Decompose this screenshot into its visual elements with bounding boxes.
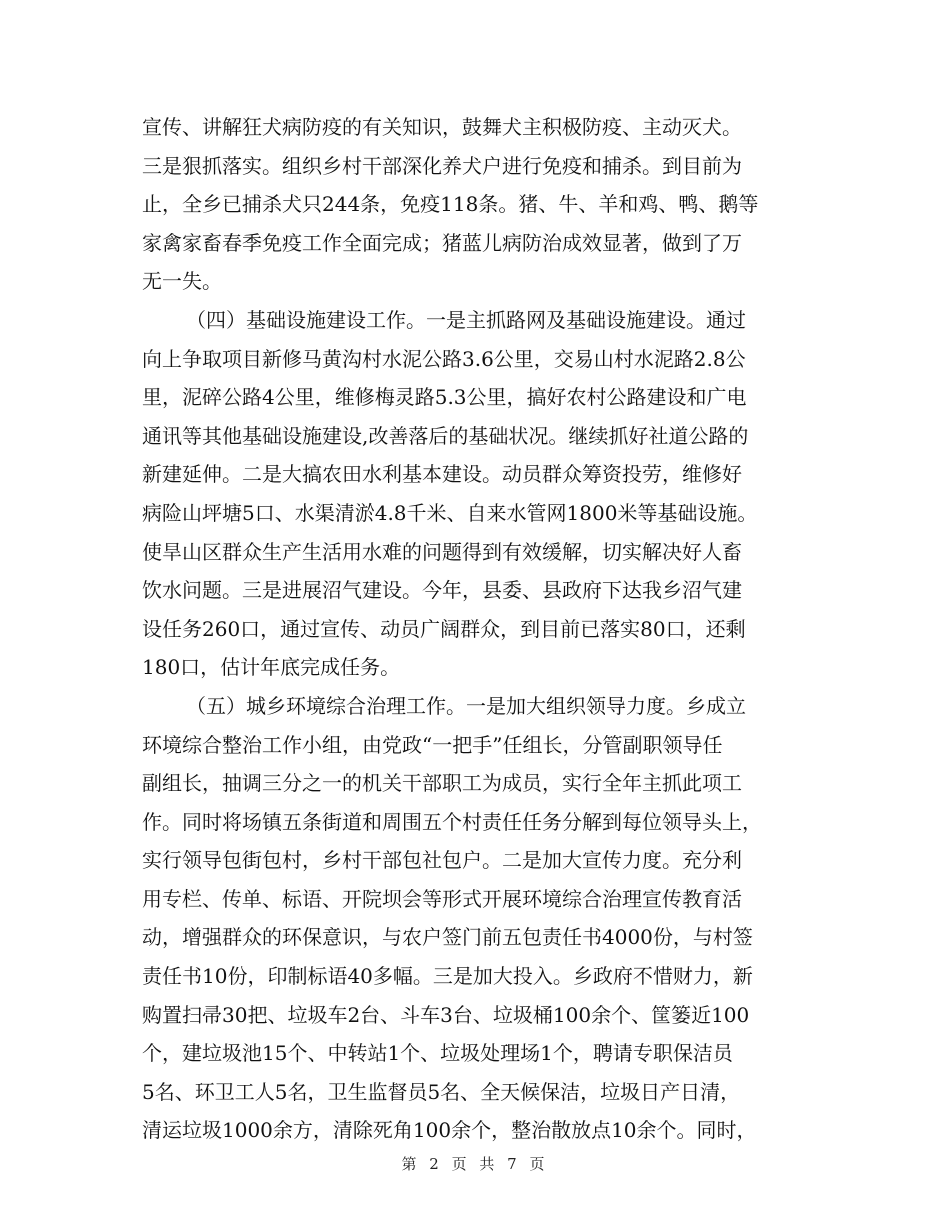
text-line: 个，建垃圾池15个、中转站1个、垃圾处理场1个，聘请专职保洁员 [142,1041,733,1066]
text-line: 三是狠抓落实。组织乡村干部深化养犬户进行免疫和捕杀。到目前为 [142,153,742,178]
section-heading-line: （五）城乡环境综合治理工作。一是加大组织领导力度。乡成立 [186,693,746,718]
text-line: 里，泥碎公路4公里，维修梅灵路5.3公里，搞好农村公路建设和广电 [142,385,747,410]
text-line: 购置扫帚30把、垃圾车2台、斗车3台、垃圾桶100余个、筐篓近100 [142,1002,750,1027]
text-line: 副组长，抽调三分之一的机关干部职工为成员，实行全年主抓此项工 [142,771,742,796]
text-line: 无一失。 [142,269,222,294]
text-line: 饮水问题。三是进展沼气建设。今年，县委、县政府下达我乡沼气建 [142,578,742,603]
body-text [142,108,812,1150]
text-line: 实行领导包街包村，乡村干部包社包户。二是加大宣传力度。充分利 [142,848,742,873]
text-line: 止，全乡已捕杀犬只244条，免疫118条。猪、牛、羊和鸡、鸭、鹅等 [142,192,759,217]
text-line: 作。同时将场镇五条街道和周围五个村责任任务分解到每位领导头上， [142,809,762,834]
text-line: 病险山坪塘5口、水渠清淤4.8千米、自来水管网1800米等基础设施。 [142,500,758,525]
text-line: 家禽家畜春季免疫工作全面完成；猪蓝儿病防治成效显著，做到了万 [142,230,742,255]
text-line: 用专栏、传单、标语、开院坝会等形式开展环境综合治理宣传教育活 [142,886,742,911]
text-line: 5名、环卫工人5名，卫生监督员5名、全天候保洁，垃圾日产日清， [142,1079,741,1104]
text-line: 新建延伸。二是大搞农田水利基本建设。动员群众筹资投劳，维修好 [142,462,742,487]
page-number-footer: 第 2 页 共 7 页 [401,1155,549,1173]
section-heading-line: （四）基础设施建设工作。一是主抓路网及基础设施建设。通过 [186,307,746,332]
text-line: 环境综合整治工作小组，由党政“一把手”任组长，分管副职领导任 [142,732,723,757]
text-line: 向上争取项目新修马黄沟村水泥公路3.6公里，交易山村水泥路2.8公 [142,346,746,371]
text-line: 180口，估计年底完成任务。 [142,655,401,680]
text-line: 清运垃圾1000余方，清除死角100余个，整治散放点10余个。同时， [142,1118,757,1143]
text-line: 设任务260口，通过宣传、动员广阔群众，到目前已落实80口，还剩 [142,616,746,641]
text-line: 责任书10份，印制标语40多幅。三是加大投入。乡政府不惜财力，新 [142,964,753,989]
text-line: 通讯等其他基础设施建设,改善落后的基础状况。继续抓好社道公路的 [142,423,749,448]
text-line: 宣传、讲解狂犬病防疫的有关知识，鼓舞犬主积极防疫、主动灭犬。 [142,115,742,139]
text-line: 使旱山区群众生产生活用水难的问题得到有效缓解，切实解决好人畜 [142,539,742,564]
text-line: 动，增强群众的环保意识，与农户签门前五包责任书4000份，与村签 [142,925,753,950]
